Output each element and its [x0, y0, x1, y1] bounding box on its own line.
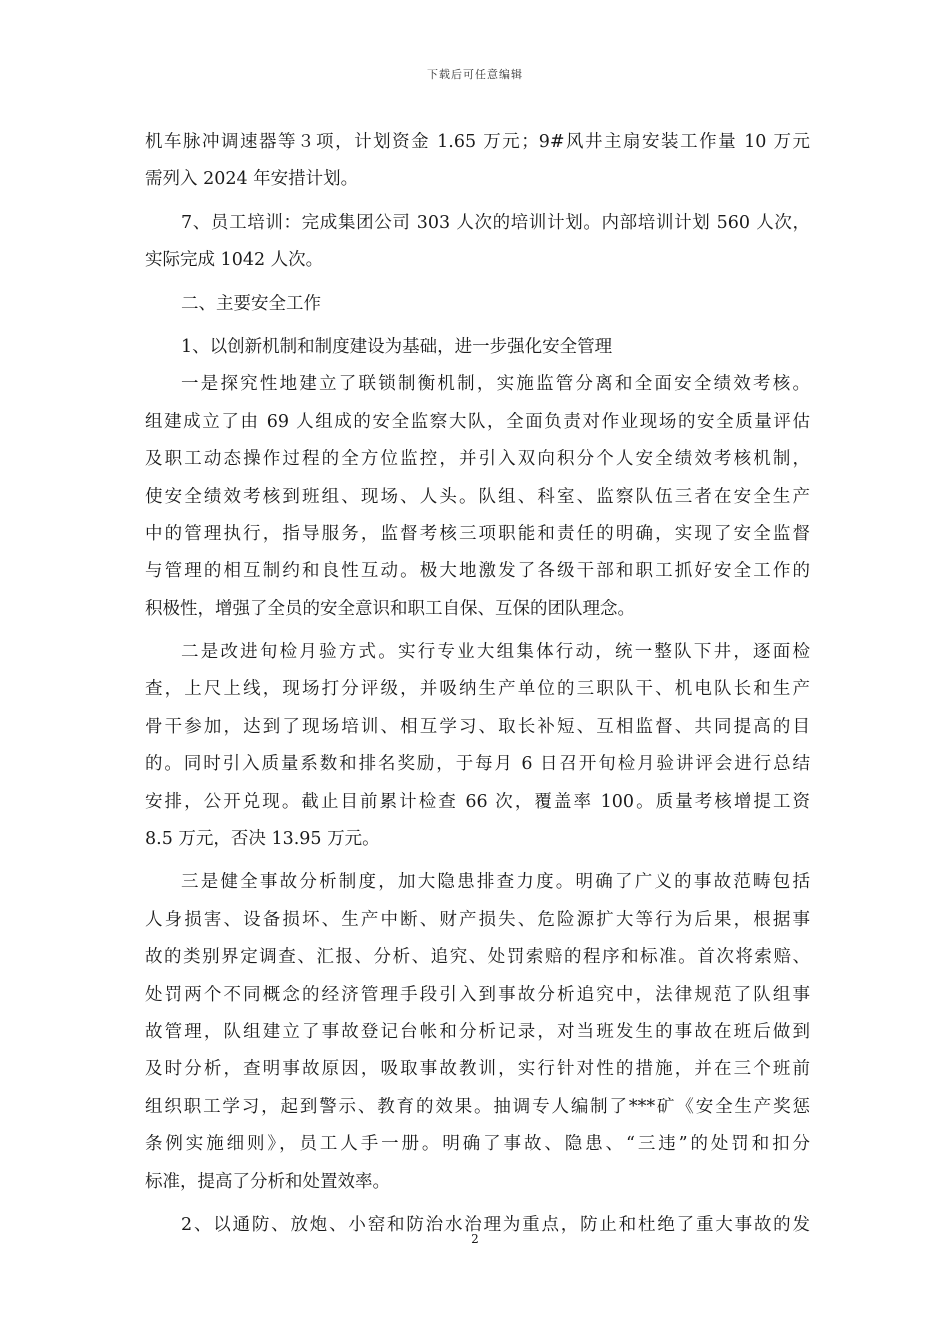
document-body [145, 124, 810, 1244]
text-line: 积极性，增强了全员的安全意识和职工自保、互保的团队理念。 [145, 598, 635, 619]
text-line: 组建成立了由 69 人组成的安全监察大队，全面负责对作业现场的安全质量评估 [145, 411, 810, 432]
text-line: 标准，提高了分析和处置效率。 [145, 1171, 390, 1192]
text-line: 7、员工培训：完成集团公司 303 人次的培训计划。内部培训计划 560 人次， [181, 212, 810, 233]
page-header: 下载后可任意编辑 [427, 68, 523, 81]
text-line: 8.5 万元，否决 13.95 万元。 [145, 829, 380, 850]
text-line: 安排，公开兑现。截止目前累计检查 66 次，覆盖率 100。质量考核增提工资 [145, 791, 810, 812]
text-line: 需列入 2024 年安措计划。 [145, 169, 359, 190]
text-line: 中的管理执行，指导服务，监督考核三项职能和责任的明确，实现了安全监督 [145, 523, 810, 544]
text-line: 故的类别界定调查、汇报、分析、追究、处罚索赔的程序和标准。首次将索赔、 [145, 947, 810, 968]
text-line: 与管理的相互制约和良性互动。极大地激发了各级干部和职工抓好安全工作的 [145, 561, 810, 582]
text-line: 及时分析，查明事故原因，吸取事故教训，实行针对性的措施，并在三个班前 [145, 1059, 810, 1080]
subsection-heading [145, 329, 810, 366]
page-number: 2 [471, 1232, 479, 1246]
text-line: 2、以通防、放炮、小窑和防治水治理为重点，防止和杜绝了重大事故的发 [181, 1214, 810, 1235]
text-line: 三是健全事故分析制度，加大隐患排查力度。明确了广义的事故范畴包括 [181, 872, 810, 893]
text-line: 骨干参加，达到了现场培训、相互学习、取长补短、互相监督、共同提高的目 [145, 716, 810, 737]
text-line: 条例实施细则》，员工人手一册。明确了事故、隐患、“三违”的处罚和扣分 [145, 1134, 810, 1155]
text-line: 机车脉冲调速器等３项，计划资金 1.65 万元；9#风井主扇安装工作量 10 万元 [145, 132, 810, 152]
text-line: 及职工动态操作过程的全方位监控，并引入双向积分个人安全绩效考核机制， [145, 449, 810, 470]
text-line: 使安全绩效考核到班组、现场、人头。队组、科室、监察队伍三者在安全生产 [145, 486, 810, 507]
text-line: 一是探究性地建立了联锁制衡机制，实施监管分离和全面安全绩效考核。 [181, 374, 810, 395]
paragraph [145, 124, 810, 199]
text-line: 二是改进旬检月验方式。实行专业大组集体行动，统一整队下井，逐面检 [181, 642, 810, 663]
text-line: 查，上尺上线，现场打分评级，并吸纳生产单位的三职队干、机电队长和生产 [145, 679, 810, 700]
section-heading [145, 286, 810, 323]
text-line: 1、以创新机制和制度建设为基础，进一步强化安全管理 [181, 336, 613, 357]
text-line: 组织职工学习，起到警示、教育的效果。抽调专人编制了***矿《安全生产奖惩 [145, 1096, 810, 1117]
text-line: 的。同时引入质量系数和排名奖励，于每月 6 日召开旬检月验讲评会进行总结 [145, 754, 810, 775]
paragraph [145, 634, 810, 858]
paragraph [145, 205, 810, 280]
text-line: 人身损害、设备损坏、生产中断、财产损失、危险源扩大等行为后果，根据事 [145, 909, 810, 930]
text-line: 二、主要安全工作 [181, 293, 321, 314]
text-line: 故管理，队组建立了事故登记台帐和分析记录，对当班发生的事故在班后做到 [145, 1021, 810, 1042]
paragraph [145, 366, 810, 628]
paragraph [145, 864, 810, 1201]
text-line: 实际完成 1042 人次。 [145, 250, 324, 271]
text-line: 处罚两个不同概念的经济管理手段引入到事故分析追究中，法律规范了队组事 [145, 984, 810, 1005]
